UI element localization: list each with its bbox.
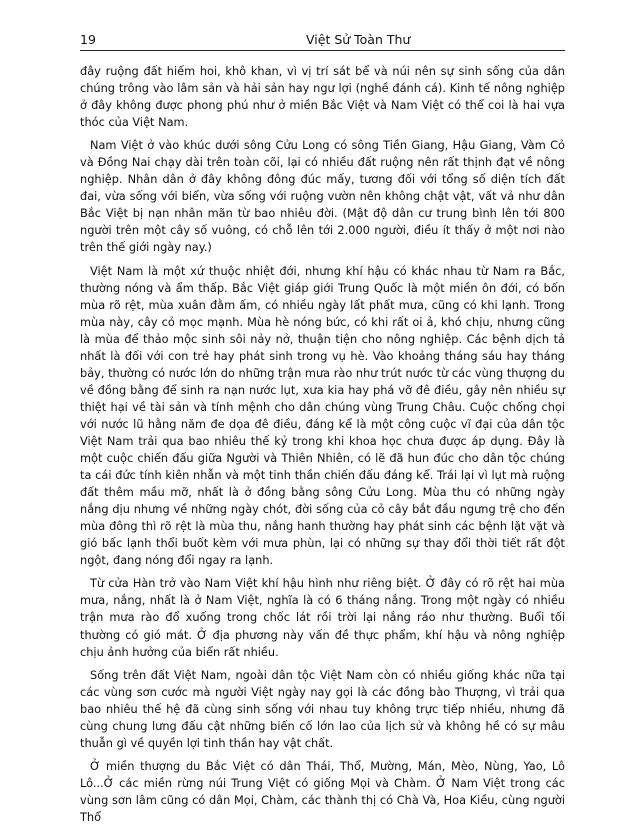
page-content	[80, 63, 565, 826]
paragraph: Nam Việt ở vào khúc dưới sông Cửu Long có sông Tiền Giang, Hậu Giang, Vàm Cỏ và Đồng Nai chạy dài trên toàn cõi, lại có nhiều đất ruộng nên rất thịnh đạt về nông nghiệp. Nhân dân ở đây không đông đúc mấy, tương đối với tổng số diện tích đất đai, vừa sống với biển, vừa sống với ruộng vườn nên không chật vật, vất vả như dân Bắc Việt bị nạn nhân mãn từ bao nhiêu đời. (Mật độ dân cư trung bình lên tới 800 người trên một cây số vuông, có chỗ lên tới 2.000 người, điều ít thấy ở một nơi nào trên thế giới ngày nay.)	[80, 138, 565, 255]
paragraph: Từ cửa Hàn trở vào Nam Việt khí hậu hình như riêng biệt. Ở đây có rõ rệt hai mùa mưa, nắng, nhất là ở Nam Việt, nghĩa là có 6 tháng nắng. Trong một ngày có nhiều trận mưa rào đổ xuống trong chốc lát rồi trời lại nắng ráo như thường. Buổi tối thường có gió mát. Ở địa phương này vấn đề thực phẩm, khí hậu và nông nghiệp chịu ảnh hưởng của biển rất nhiều.	[80, 576, 565, 659]
page-header	[80, 30, 565, 51]
document-page	[80, 30, 565, 832]
paragraph: Ở miền thượng du Bắc Việt có dân Thái, Thổ, Mường, Mán, Mèo, Nùng, Yao, Lô Lô...Ở các miền rừng núi Trung Việt có giống Mọi và Chàm. Ở Nam Việt trong các vùng sơn lâm cũng có dân Mọi, Chàm, các thành thị có Chà Và, Hoa Kiều, cùng người Thổ	[80, 758, 565, 824]
paragraph: đây ruộng đất hiếm hoi, khô khan, vì vị trí sát bể và núi nên sự sinh sống của dân chúng trông vào lâm sản và hải sản hay ngư lợi (nghề đánh cá). Kinh tế nông nghiệp ở đây không được phong phú như ở miền Bắc Việt và Nam Việt có thể coi là hai vựa thóc của Việt Nam.	[80, 64, 565, 130]
paragraph: Sống trên đất Việt Nam, ngoài dân tộc Việt Nam còn có nhiều giống khác nữa tại các vùng sơn cước mà người Việt ngày nay gọi là các đồng bào Thượng, vì trải qua bao nhiêu thế hệ đã cùng sinh sống với nhau tuy không trực tiếp nhiều, nhưng đã cùng chung lưng đấu cật những biến cố lớn lao của lịch sử và không hề có sự mâu thuẫn gì về quyền lợi tinh thần hay vật chất.	[80, 667, 565, 750]
running-title: Việt Sử Toàn Thư	[306, 32, 411, 47]
page-number: 19	[80, 32, 96, 47]
paragraph: Việt Nam là một xứ thuộc nhiệt đới, nhưng khí hậu có khác nhau từ Nam ra Bắc, thường nóng và ẩm thấp. Bắc Việt giáp giới Trung Quốc là một miền ôn đới, có bốn mùa rõ rệt, mùa xuân đằm ấm, có nhiều ngày lất phất mưa, cũng có khi lạnh. Trong mùa này, cây cỏ mọc mạnh. Mùa hè nóng bức, có khi rất oi ả, khó chịu, nhưng cũng là mùa để thảo mộc sinh sôi nảy nở, thuận tiện cho nông nghiệp. Các bệnh dịch tả nhất là đối với con trẻ hay phát sinh trong vụ hè. Vào khoảng tháng sáu hay tháng bảy, thường có nước lớn do những trận mưa rào như trút nước từ các vùng thượng du về đồng bằng để sinh ra nạn nước lụt, xưa kia hay phá vỡ đê điều, gây nên nhiều sự thiệt hại về tài sản và tính mệnh cho dân chúng vùng Trung Châu. Cuộc chống chọi với nước lũ hằng năm đe dọa đê điều, đáng kể là một công cuộc vĩ đại của dân tộc Việt Nam trải qua bao nhiêu thế kỷ trong khi khoa học chưa được áp dụng. Đây là một cuộc chiến đấu giữa Người và Thiên Nhiên, có lẽ đã hun đúc cho dân tộc chúng ta cái đức tính kiên nhẫn và một tinh thần chiến đấu đáng kể. Trái lại vì lụt mà ruộng đất thêm mầu mỡ, nhất là ở đồng bằng sông Cửu Long. Mùa thu có những ngày nắng dịu nhưng về những ngày chót, đời sống của cỏ cây bắt đầu ngưng trệ cho đến mùa đông thì rõ rệt là mùa thu, nắng hanh thường hay phát sinh các bệnh lặt vặt và gió bấc lạnh thổi buốt kèm với mưa phùn, lại có những sự thay đổi thời tiết rất đột ngột, đang nóng đổi ngay ra lạnh.	[80, 263, 565, 568]
